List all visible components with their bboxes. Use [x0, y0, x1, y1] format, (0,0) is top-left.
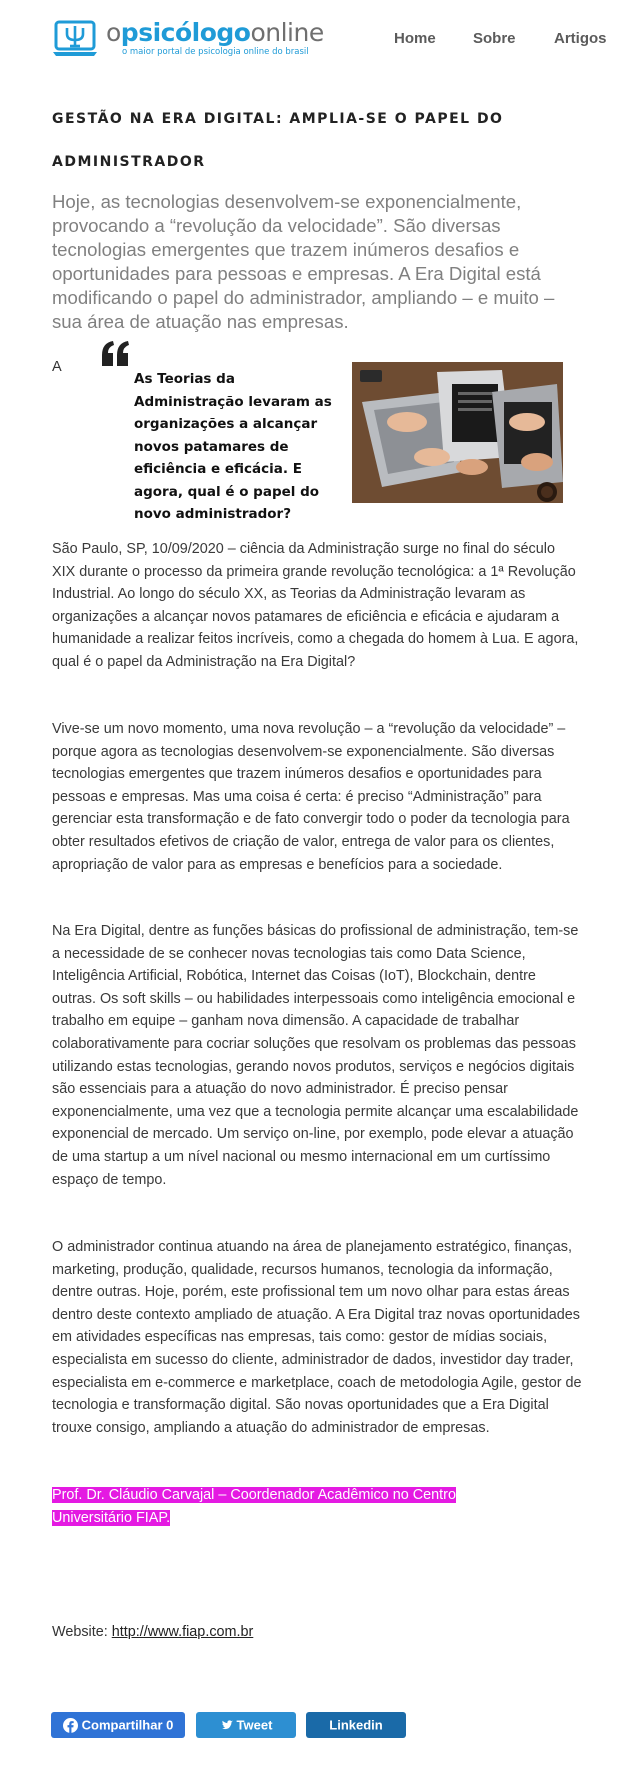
article-title: GESTÃO NA ERA DIGITAL: AMPLIA-SE O PAPEL DO ADMINISTRADOR	[52, 111, 504, 170]
linkedin-share-label: Linkedin	[329, 1717, 383, 1733]
main-nav	[0, 30, 626, 52]
article-paragraph: Na Era Digital, dentre as funções básicas do profissional de administração, tem-se a necessidade de se conhecer novas tecnologias tais como Data Science, Inteligência Artificial, Robótica, Internet das Coisas (IoT), Blockchain, dentre outras. Os soft skills – ou habilidades interpessoais como inteligência emocional e trabalho em equipe – ganham nova dimensão. A capacidade de trabalhar colaborativamente para cocriar soluções que resolvam os problemas das pessoas utilizando estas tecnologias, gerando novos produtos, serviços e negócios digitais são essenciais para a atuação do novo administrador. É preciso pensar exponencialmente, uma vez que a tecnologia permite alcançar uma escalabilidade exponencial de mercado. Um serviço on-line, por exemplo, pode elevar a atuação de uma startup a um nível nacional ou mesmo internacional em um curtíssimo espaço de tempo.	[52, 923, 579, 1188]
site-header	[0, 0, 626, 80]
facebook-share-button[interactable]	[51, 1712, 185, 1738]
linkedin-share-button[interactable]	[306, 1712, 406, 1738]
facebook-icon	[63, 1718, 78, 1733]
website-link[interactable]: http://www.fiap.com.br	[111, 1624, 254, 1640]
drop-letter: A	[52, 359, 62, 375]
tweet-button[interactable]	[196, 1712, 296, 1738]
article-intro: Hoje, as tecnologias desenvolvem-se exponencialmente, provocando a “revolução da velocidade”. São diversas tecnologias emergentes que trazem inúmeros desafios e oportunidades para pessoas e empresas. A Era Digital está modificando o papel do administrador, ampliando – e muito – sua área de atuação nas empresas.	[52, 191, 555, 332]
article-photo-laptops	[352, 362, 563, 503]
facebook-share-label: Compartilhar 0	[81, 1717, 174, 1733]
nav-artigos[interactable]: Artigos	[554, 30, 607, 47]
twitter-icon	[220, 1720, 233, 1731]
author-credit-text: Prof. Dr. Cláudio Carvajal – Coordenador Acadêmico no Centro Universitário FIAP.	[52, 1487, 456, 1526]
logo-tagline: o maior portal de psicologia online do brasil	[122, 47, 309, 57]
tweet-label: Tweet	[236, 1717, 273, 1733]
author-credit	[52, 1484, 522, 1529]
logo-wordmark: opsicólogoonline	[106, 18, 324, 47]
article-paragraph: São Paulo, SP, 10/09/2020 – ciência da Administração surge no final do século XIX durante o processo da primeira grande revolução tecnológica: a 1ª Revolução Industrial. Ao longo do século XX, as Teorias da Administração levaram as organizações a alcançar novos patamares de eficiência e eficácia e ajudaram a humanidade a realizar feitos incríveis, como a chegada do homem à Lua. E agora, qual é o papel da Administração na Era Digital?	[52, 541, 579, 670]
nav-home[interactable]: Home	[394, 30, 436, 47]
quote-mark-icon	[100, 340, 130, 366]
laptops-illustration-icon	[352, 362, 563, 503]
article-paragraph: Vive-se um novo momento, uma nova revolução – a “revolução da velocidade” – porque agora as tecnologias desenvolvem-se exponencialmente. São diversas tecnologias emergentes que trazem inúmeros desafios e oportunidades para pessoas e empresas. Mas uma coisa é certa: é preciso “Administração” para gerenciar esta transformação e de fato convergir todo o poder da tecnologia para obter resultados efetivos de criação de valor, entrega de valor para os clientes, apropriação de valor para as empresas e benefícios para a sociedade.	[52, 721, 570, 873]
website-label: Website:	[52, 1624, 112, 1640]
nav-sobre[interactable]: Sobre	[473, 30, 516, 47]
article-paragraph: O administrador continua atuando na área de planejamento estratégico, finanças, marketing, produção, qualidade, recursos humanos, tecnologia da informação, dentre outras. Hoje, porém, este profissional tem um novo olhar para estas áreas dentro deste contexto ampliado de atuação. A Era Digital traz novas oportunidades em atividades específicas nas empresas, tais como: gestor de mídias sociais, especialista em sucesso do cliente, administrador de dados, investidor day trader, especialista em e-commerce e marketplace, coach de metodologia Agile, gestor de tecnologia e transformação digital. São novas oportunidades que a Era Digital trouxe consigo, ampliando a atuação do administrador de empresas.	[52, 1239, 582, 1436]
pullquote: As Teorias da Administração levaram as organizações a alcançar novos patamares de eficiência e eficácia. E agora, qual é o papel do novo administrador?	[134, 371, 332, 522]
website-line	[52, 1621, 253, 1643]
